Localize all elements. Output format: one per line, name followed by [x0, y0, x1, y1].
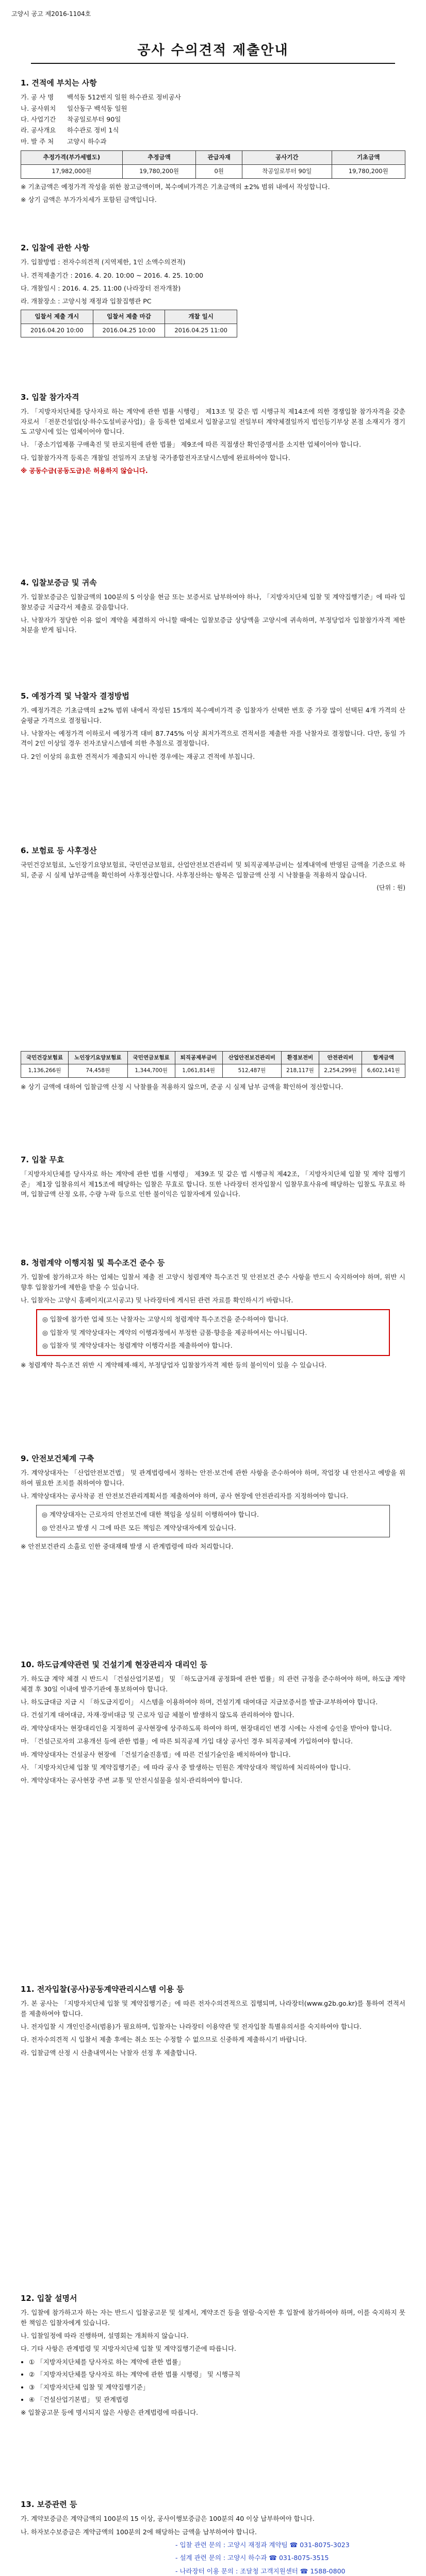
box-line: ◎ 입찰에 참가한 업체 또는 낙찰자는 고양시의 청렴계약 특수조건을 준수하여야 합니다.	[42, 1315, 289, 1324]
paragraph: 가. 입찰보증금은 입찰금액의 100분의 5 이상을 현금 또는 보증서로 납부하여야 하나, 「지방자치단체 입찰 및 계약집행기준」에 따라 입찰보증금 지급각서 제출로 갈음합니다.	[21, 593, 405, 611]
table-cell: 1,061,814원	[175, 1064, 222, 1077]
note: ※ 입찰공고문 등에 명시되지 않은 사항은 관계법령에 따릅니다.	[21, 2409, 199, 2417]
table-header: 관급자재	[196, 151, 242, 165]
paragraph: 가. 입찰방법 : 전자수의견적 (지역제한, 1인 소액수의견적)	[21, 258, 186, 266]
paragraph: 국민건강보험료, 노인장기요양보험료, 국민연금보험료, 산업안전보건관리비 및 퇴직공제부금비는 설계내역에 반영된 금액을 기준으로 하되, 준공 시 실제 납부금액을 확인하여 사후정산합니다. 사후정산하는 항목은 입찰금액 산정 시 낙찰률을 적용하지 않습니다.	[21, 861, 405, 879]
table-cell: 512,487원	[222, 1064, 282, 1077]
paragraph: 나. 하도급대금 지급 시 「하도급지킴이」 시스템을 이용하여야 하며, 건설기계 대여대금 지급보증서를 발급·교부하여야 합니다.	[21, 1698, 378, 1706]
paragraph: 「지방자치단체를 당사자로 하는 계약에 관한 법률 시행령」 제39조 및 같은 법 시행규칙 제42조, 「지방자치단체 입찰 및 계약 집행기준」 제1장 입찰유의서 제15조에 해당하는 입찰은 무효로 합니다. 또한 나라장터 전자입찰시 입찰무효사유에 해당하는 입찰도 무효로 하며, 입찰금액 산정 오류, 수량 누락 등으로 인한 불이익은 입찰자에게 있습니다.	[21, 1170, 405, 1198]
box-line: ◎ 입찰자 및 계약상대자는 계약의 이행과정에서 부정한 금품·향응을 제공하여서는 아니됩니다.	[42, 1328, 307, 1336]
title-divider	[31, 63, 395, 64]
table-cell: 74,458원	[68, 1064, 127, 1077]
notice-box	[36, 1309, 390, 1355]
note: ※ 상기 금액은 부가가치세가 포함된 금액입니다.	[21, 196, 157, 204]
section-title: 12. 입찰 설명서	[21, 2294, 77, 2303]
info-row	[21, 125, 405, 135]
cost-table	[21, 1051, 405, 1078]
section-5	[21, 690, 405, 765]
table-row	[21, 324, 237, 337]
paragraph: 나. 입찰자는 고양시 홈페이지(고시공고) 및 나라장터에 게시된 관련 자료를 확인하시기 바랍니다.	[21, 1296, 293, 1304]
table-header-total: 합계금액	[362, 1052, 405, 1064]
info-value: 고양시 하수과	[67, 137, 107, 145]
section-title: 6. 보험료 등 사후정산	[21, 846, 97, 855]
paragraph: 가. 예정가격은 기초금액의 ±2% 범위 내에서 작성된 15개의 복수예비가격 중 입찰자가 선택한 번호 중 가장 많이 선택된 4개 가격의 산술평균 가격으로 결정됩니다.	[21, 706, 405, 724]
paragraph: 마. 「건설근로자의 고용개선 등에 관한 법률」에 따른 퇴직공제 가입 대상 공사인 경우 퇴직공제에 가입하여야 합니다.	[21, 1737, 353, 1745]
page-title: 공사 수의견적 제출안내	[137, 43, 289, 58]
paragraph: 다. 전자수의견적 시 입찰서 제출 후에는 취소 또는 수정할 수 없으므로 신중하게 제출하시기 바랍니다.	[21, 2036, 307, 2044]
info-row	[21, 92, 405, 102]
paragraph: 나. 낙찰자가 정당한 이유 없이 계약을 체결하지 아니할 때에는 입찰보증금 상당액을 고양시에 귀속하며, 부정당업자 입찰참가자격 제한 처분을 받게 됩니다.	[21, 616, 405, 634]
paragraph: 다. 기타 사항은 관계법령 및 지방자치단체 입찰 및 계약집행기준에 따릅니다.	[21, 2345, 237, 2353]
info-key: 가. 공 사 명	[21, 93, 54, 101]
paragraph: 가. 계약보증금은 계약금액의 100분의 15 이상, 공사이행보증금은 100분의 40 이상 납부하여야 합니다.	[21, 2515, 315, 2523]
paragraph: 가. 계약상대자는 「산업안전보건법」 및 관계법령에서 정하는 안전·보건에 관한 사항을 준수하여야 하며, 작업장 내 안전사고 예방을 위하여 필요한 조치를 취하여야 합니다.	[21, 1469, 405, 1487]
footnote: ※ 상기 금액에 대하여 입찰금액 산정 시 낙찰률을 적용하지 않으며, 준공 시 실제 납부 금액을 확인하여 정산합니다.	[21, 1082, 343, 1091]
table-header: 퇴직공제부금비	[175, 1052, 222, 1064]
schedule-table	[21, 310, 237, 338]
table-cell: 2016.04.20 10:00	[21, 324, 93, 337]
document-number: 고양시 공고 제2016-1104호	[11, 10, 91, 18]
paragraph: 다. 개찰일시 : 2016. 4. 25. 11:00 (나라장터 전자개찰)	[21, 284, 181, 292]
section-title: 13. 보증관련 등	[21, 2500, 77, 2509]
price-table	[21, 150, 405, 179]
table-header: 국민건강보험료	[21, 1052, 69, 1064]
box-line: ◎ 계약상대자는 근로자의 안전보건에 대한 책임을 성실히 이행하여야 합니다.	[42, 1511, 259, 1519]
cost-table-section	[21, 1051, 405, 1095]
table-cell: 19,780,200원	[122, 164, 195, 178]
note: ※ 기초금액은 예정가격 작성을 위한 참고금액이며, 복수예비가격은 기초금액의 ±2% 범위 내에서 작성합니다.	[21, 182, 330, 191]
paragraph: 다. 2인 이상의 유효한 견적서가 제출되지 아니한 경우에는 재공고 견적에 부칩니다.	[21, 752, 255, 760]
paragraph: 다. 건설기계 대여대금, 자재·장비대금 및 근로자 임금 체불이 발생하지 않도록 관리하여야 합니다.	[21, 1711, 294, 1719]
table-cell-total: 6,602,141원	[362, 1064, 405, 1077]
section-title: 5. 예정가격 및 낙찰자 결정방법	[21, 691, 129, 701]
section-12	[21, 2293, 405, 2421]
section-title: 4. 입찰보증금 및 귀속	[21, 578, 97, 587]
section-title: 8. 청렴계약 이행지침 및 특수조건 준수 등	[21, 1258, 165, 1267]
section-title: 3. 입찰 참가자격	[21, 393, 79, 402]
paragraph: 나. 전자입찰 시 개인인증서(범용)가 필요하며, 입찰자는 나라장터 이용약관 및 전자입찰 특별유의서를 숙지하여야 합니다.	[21, 2023, 362, 2030]
info-row	[21, 137, 405, 146]
paragraph: 가. 하도급 계약 체결 시 반드시 「건설산업기본법」 및 「하도급거래 공정화에 관한 법률」의 관련 규정을 준수하여야 하며, 하도급 계약 체결 후 30일 이내에 발주기관에 통보하여야 합니다.	[21, 1675, 405, 1693]
contact-line: - 입찰 관련 문의 : 고양시 재정과 계약팀 ☎ 031-8075-3023	[175, 2541, 350, 2549]
section-3	[21, 392, 405, 479]
info-key: 마. 발 주 처	[21, 137, 54, 145]
paragraph: 아. 계약상대자는 공사현장 주변 교통 및 안전시설물을 설치·관리하여야 합니다.	[21, 1776, 243, 1785]
paragraph: 가. 본 공사는 「지방자치단체 입찰 및 계약집행기준」에 따른 전자수의견적으로 집행되며, 나라장터(www.g2b.go.kr)를 통하여 견적서를 제출하여야 합니다.	[21, 1999, 405, 2018]
table-cell: 2016.04.25 10:00	[93, 324, 165, 337]
section-title: 1. 견적에 부치는 사항	[21, 78, 97, 88]
section-6	[21, 845, 405, 893]
info-row	[21, 104, 405, 113]
box-line: ◎ 안전사고 발생 시 그에 따른 모든 책임은 계약상대자에게 있습니다.	[42, 1523, 236, 1532]
paragraph: 나. 입찰일정에 따라 진행하며, 설명회는 개최하지 않습니다.	[21, 2332, 189, 2340]
section-title: 9. 안전보건체계 구축	[21, 1454, 94, 1463]
paragraph: 가. 입찰에 참가하고자 하는 자는 반드시 입찰공고문 및 설계서, 계약조건 등을 열람·숙지한 후 입찰에 참가하여야 하며, 이를 숙지하지 못한 책임은 입찰자에게 있습니다.	[21, 2309, 405, 2327]
info-key: 나. 공사위치	[21, 104, 56, 112]
info-row	[21, 114, 405, 124]
section-2	[21, 242, 405, 337]
table-header: 추정금액	[122, 151, 195, 165]
table-cell: 2016.04.25 11:00	[165, 324, 237, 337]
highlight-note: ※ 공동수급(공동도급)은 허용하지 않습니다.	[21, 467, 148, 475]
table-cell: 1,344,700원	[127, 1064, 175, 1077]
table-cell: 19,780,200원	[332, 164, 405, 178]
contact-line: - 설계 관련 문의 : 고양시 하수과 ☎ 031-8075-3515	[175, 2554, 329, 2562]
table-header: 공사기간	[242, 151, 332, 165]
list-item: • ④ 「건설산업기본법」 및 관계법령	[29, 2395, 405, 2404]
table-row	[21, 1064, 405, 1077]
section-title: 7. 입찰 무효	[21, 1155, 64, 1164]
paragraph: 나. 하자보수보증금은 계약금액의 100분의 2에 해당하는 금액을 납부하여야 합니다.	[21, 2528, 257, 2536]
info-value: 일산동구 백석동 일원	[67, 104, 127, 112]
notice-box	[36, 1505, 390, 1537]
table-header: 노인장기요양보험료	[68, 1052, 127, 1064]
paragraph: ※ 청렴계약 특수조건 위반 시 계약해제·해지, 부정당업자 입찰참가자격 제한 등의 불이익이 있을 수 있습니다.	[21, 1361, 327, 1369]
table-header: 기초금액	[332, 151, 405, 165]
list-item: • ② 「지방자치단체를 당사자로 하는 계약에 관한 법률 시행령」 및 시행규칙	[29, 2369, 405, 2379]
section-title: 2. 입찰에 관한 사항	[21, 243, 90, 252]
table-header: 환경보전비	[282, 1052, 319, 1064]
info-key: 라. 공사개요	[21, 126, 56, 134]
box-line: ◎ 입찰자 및 계약상대자는 청렴계약 이행각서를 제출하여야 합니다.	[42, 1342, 233, 1350]
section-1	[21, 77, 405, 208]
info-value: 하수관로 정비 1식	[67, 126, 119, 134]
section-4	[21, 577, 405, 638]
table-cell: 1,136,266원	[21, 1064, 69, 1077]
paragraph: 나. 견적제출기간 : 2016. 4. 20. 10:00 ~ 2016. 4. 25. 10:00	[21, 271, 204, 279]
list-item: • ① 「지방자치단체를 당사자로 하는 계약에 관한 법률」	[29, 2357, 405, 2367]
section-11	[21, 1984, 405, 2061]
paragraph: 나. 낙찰자는 예정가격 이하로서 예정가격 대비 87.745% 이상 최저가격으로 견적서를 제출한 자를 낙찰자로 결정합니다. 다만, 동일 가격이 2인 이상일 경우 전자조달시스템에 의한 추첨으로 결정합니다.	[21, 730, 405, 748]
unit-label: (단위 : 원)	[376, 884, 405, 891]
paragraph: 라. 개찰장소 : 고양시청 재정과 입찰집행관 PC	[21, 297, 152, 306]
paragraph: 바. 계약상대자는 건설공사 현장에 「건설기술진흥법」에 따른 건설기술인을 배치하여야 합니다.	[21, 1750, 291, 1758]
list-item: • ③ 「지방자치단체 입찰 및 계약집행기준」	[29, 2382, 405, 2392]
section-10	[21, 1659, 405, 1789]
table-row	[21, 164, 405, 178]
table-cell: 착공일로부터 90일	[242, 164, 332, 178]
section-13	[21, 2499, 405, 2576]
section-title: 10. 하도급계약관련 및 건설기계 현장관리자 대리인 등	[21, 1660, 208, 1669]
contact-line: - 나라장터 이용 문의 : 조달청 고객지원센터 ☎ 1588-0800	[175, 2567, 346, 2575]
table-header: 추정가격(부가세별도)	[21, 151, 123, 165]
table-header: 안전관리비	[319, 1052, 362, 1064]
paragraph: 라. 입찰금액 산정 시 산출내역서는 낙찰자 선정 후 제출합니다.	[21, 2048, 197, 2057]
paragraph: 다. 입찰참가자격 등록은 개찰일 전일까지 조달청 국가종합전자조달시스템에 완료하여야 합니다.	[21, 453, 290, 462]
paragraph: ※ 안전보건관리 소홀로 인한 중대재해 발생 시 관계법령에 따라 처리합니다.	[21, 1543, 234, 1551]
section-7	[21, 1154, 405, 1202]
paragraph: 나. 「중소기업제품 구매촉진 및 판로지원에 관한 법률」 제9조에 따른 직접생산 확인증명서를 소지한 업체이어야 합니다.	[21, 440, 362, 449]
paragraph: 나. 계약상대자는 공사착공 전 안전보건관리계획서를 제출하여야 하며, 공사 현장에 안전관리자를 지정하여야 합니다.	[21, 1492, 349, 1500]
paragraph: 라. 계약상대자는 현장대리인을 지정하여 공사현장에 상주하도록 하여야 하며, 현장대리인 변경 시에는 사전에 승인을 받아야 합니다.	[21, 1724, 392, 1732]
info-value: 백석동 512번지 일원 하수관로 정비공사	[67, 93, 181, 101]
section-9	[21, 1453, 405, 1555]
table-cell: 17,982,000원	[21, 164, 123, 178]
table-header: 산업안전보건관리비	[222, 1052, 282, 1064]
table-cell: 2,254,299원	[319, 1064, 362, 1077]
section-8	[21, 1257, 405, 1373]
law-list	[21, 2357, 405, 2405]
table-header: 입찰서 제출 개시	[21, 310, 93, 324]
table-header: 입찰서 제출 마감	[93, 310, 165, 324]
paragraph: 가. 「지방자치단체를 당사자로 하는 계약에 관한 법률 시행령」 제13조 및 같은 법 시행규칙 제14조에 의한 경쟁입찰 참가자격을 갖춘 자로서 「전문건설업(상·하수도설비공사업)」을 등록한 업체로서 입찰공고일 전일부터 계약체결일까지 법인등기부상 본점 소재지가 경기도 고양시에 있는 업체이어야 합니다.	[21, 408, 405, 435]
table-header: 국민연금보험료	[127, 1052, 175, 1064]
paragraph: 가. 입찰에 참가하고자 하는 업체는 입찰서 제출 전 고양시 청렴계약 특수조건 및 안전보건 준수 사항을 반드시 숙지하여야 하며, 위반 시 향후 입찰참가에 제한을 받을 수 있습니다.	[21, 1273, 405, 1291]
table-cell: 218,117원	[282, 1064, 319, 1077]
section-title: 11. 전자입찰(공사)공동계약관리시스템 이용 등	[21, 1985, 184, 1994]
table-header: 개찰 일시	[165, 310, 237, 324]
paragraph: 사. 「지방자치단체 입찰 및 계약집행기준」에 따라 공사 중 발생하는 민원은 계약상대자 책임하에 처리하여야 합니다.	[21, 1763, 351, 1771]
info-key: 다. 사업기간	[21, 115, 56, 123]
info-value: 착공일로부터 90일	[67, 115, 121, 123]
table-cell: 0원	[196, 164, 242, 178]
